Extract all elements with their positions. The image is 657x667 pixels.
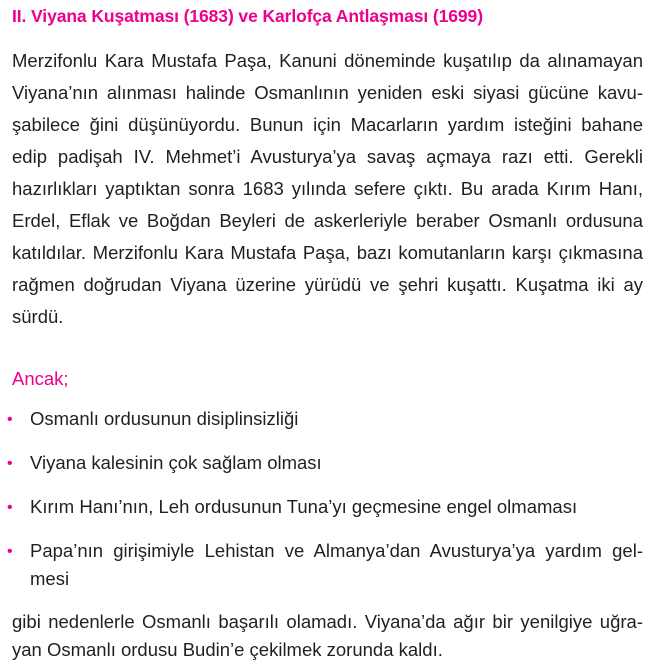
paragraph-line-7: katıldılar. Merzifonlu Kara Mustafa Paşa, bazı komutanların karşı çıkmasına <box>12 242 643 263</box>
reason-item-4-continuation: mesi <box>30 568 70 589</box>
reason-item-1: Osmanlı ordusunun disiplinsizliği <box>30 408 299 429</box>
paragraph-line-2: Viyana’nın alınması halinde Osmanlının yeniden eski siyasi gücüne kavu- <box>12 82 643 103</box>
paragraph-line-4: edip padişah IV. Mehmet’i Avusturya’ya savaş açmaya razı etti. Gerekli <box>12 146 643 167</box>
reason-item-2: Viyana kalesinin çok sağlam olması <box>30 452 322 473</box>
ancak-label: Ancak; <box>12 368 69 389</box>
section-heading: II. Viyana Kuşatması (1683) ve Karlofça Antlaşması (1699) <box>12 6 483 26</box>
bullet-icon: • <box>7 455 13 472</box>
reason-item-3: Kırım Hanı’nın, Leh ordusunun Tuna’yı geçmesine engel olmaması <box>30 496 578 517</box>
bullet-icon: • <box>7 543 13 560</box>
paragraph-line-1: Merzifonlu Kara Mustafa Paşa, Kanuni döneminde kuşatılıp da alınamayan <box>12 50 643 71</box>
paragraph-line-8: rağmen doğrudan Viyana üzerine yürüdü ve şehri kuşattı. Kuşatma iki ay <box>12 274 643 295</box>
closing-line-1: gibi nedenlerle Osmanlı başarılı olamadı. Viyana’da ağır bir yenilgiye uğra- <box>12 611 643 632</box>
paragraph-line-3: şabilece ğini düşünüyordu. Bunun için Macarların yardım isteğini bahane <box>12 114 643 135</box>
paragraph-line-5: hazırlıkları yaptıktan sonra 1683 yılında sefere çıktı. Bu arada Kırım Hanı, <box>12 178 643 199</box>
bullet-icon: • <box>7 499 13 516</box>
paragraph-line-6: Erdel, Eflak ve Boğdan Beyleri de askerleriyle beraber Osmanlı ordusuna <box>12 210 643 231</box>
bullet-icon: • <box>7 411 13 428</box>
reason-item-4: Papa’nın girişimiyle Lehistan ve Almanya’dan Avusturya’ya yardım gel- <box>30 540 643 561</box>
closing-line-2: yan Osmanlı ordusu Budin’e çekilmek zorunda kaldı. <box>12 639 443 660</box>
paragraph-line-9: sürdü. <box>12 306 64 327</box>
